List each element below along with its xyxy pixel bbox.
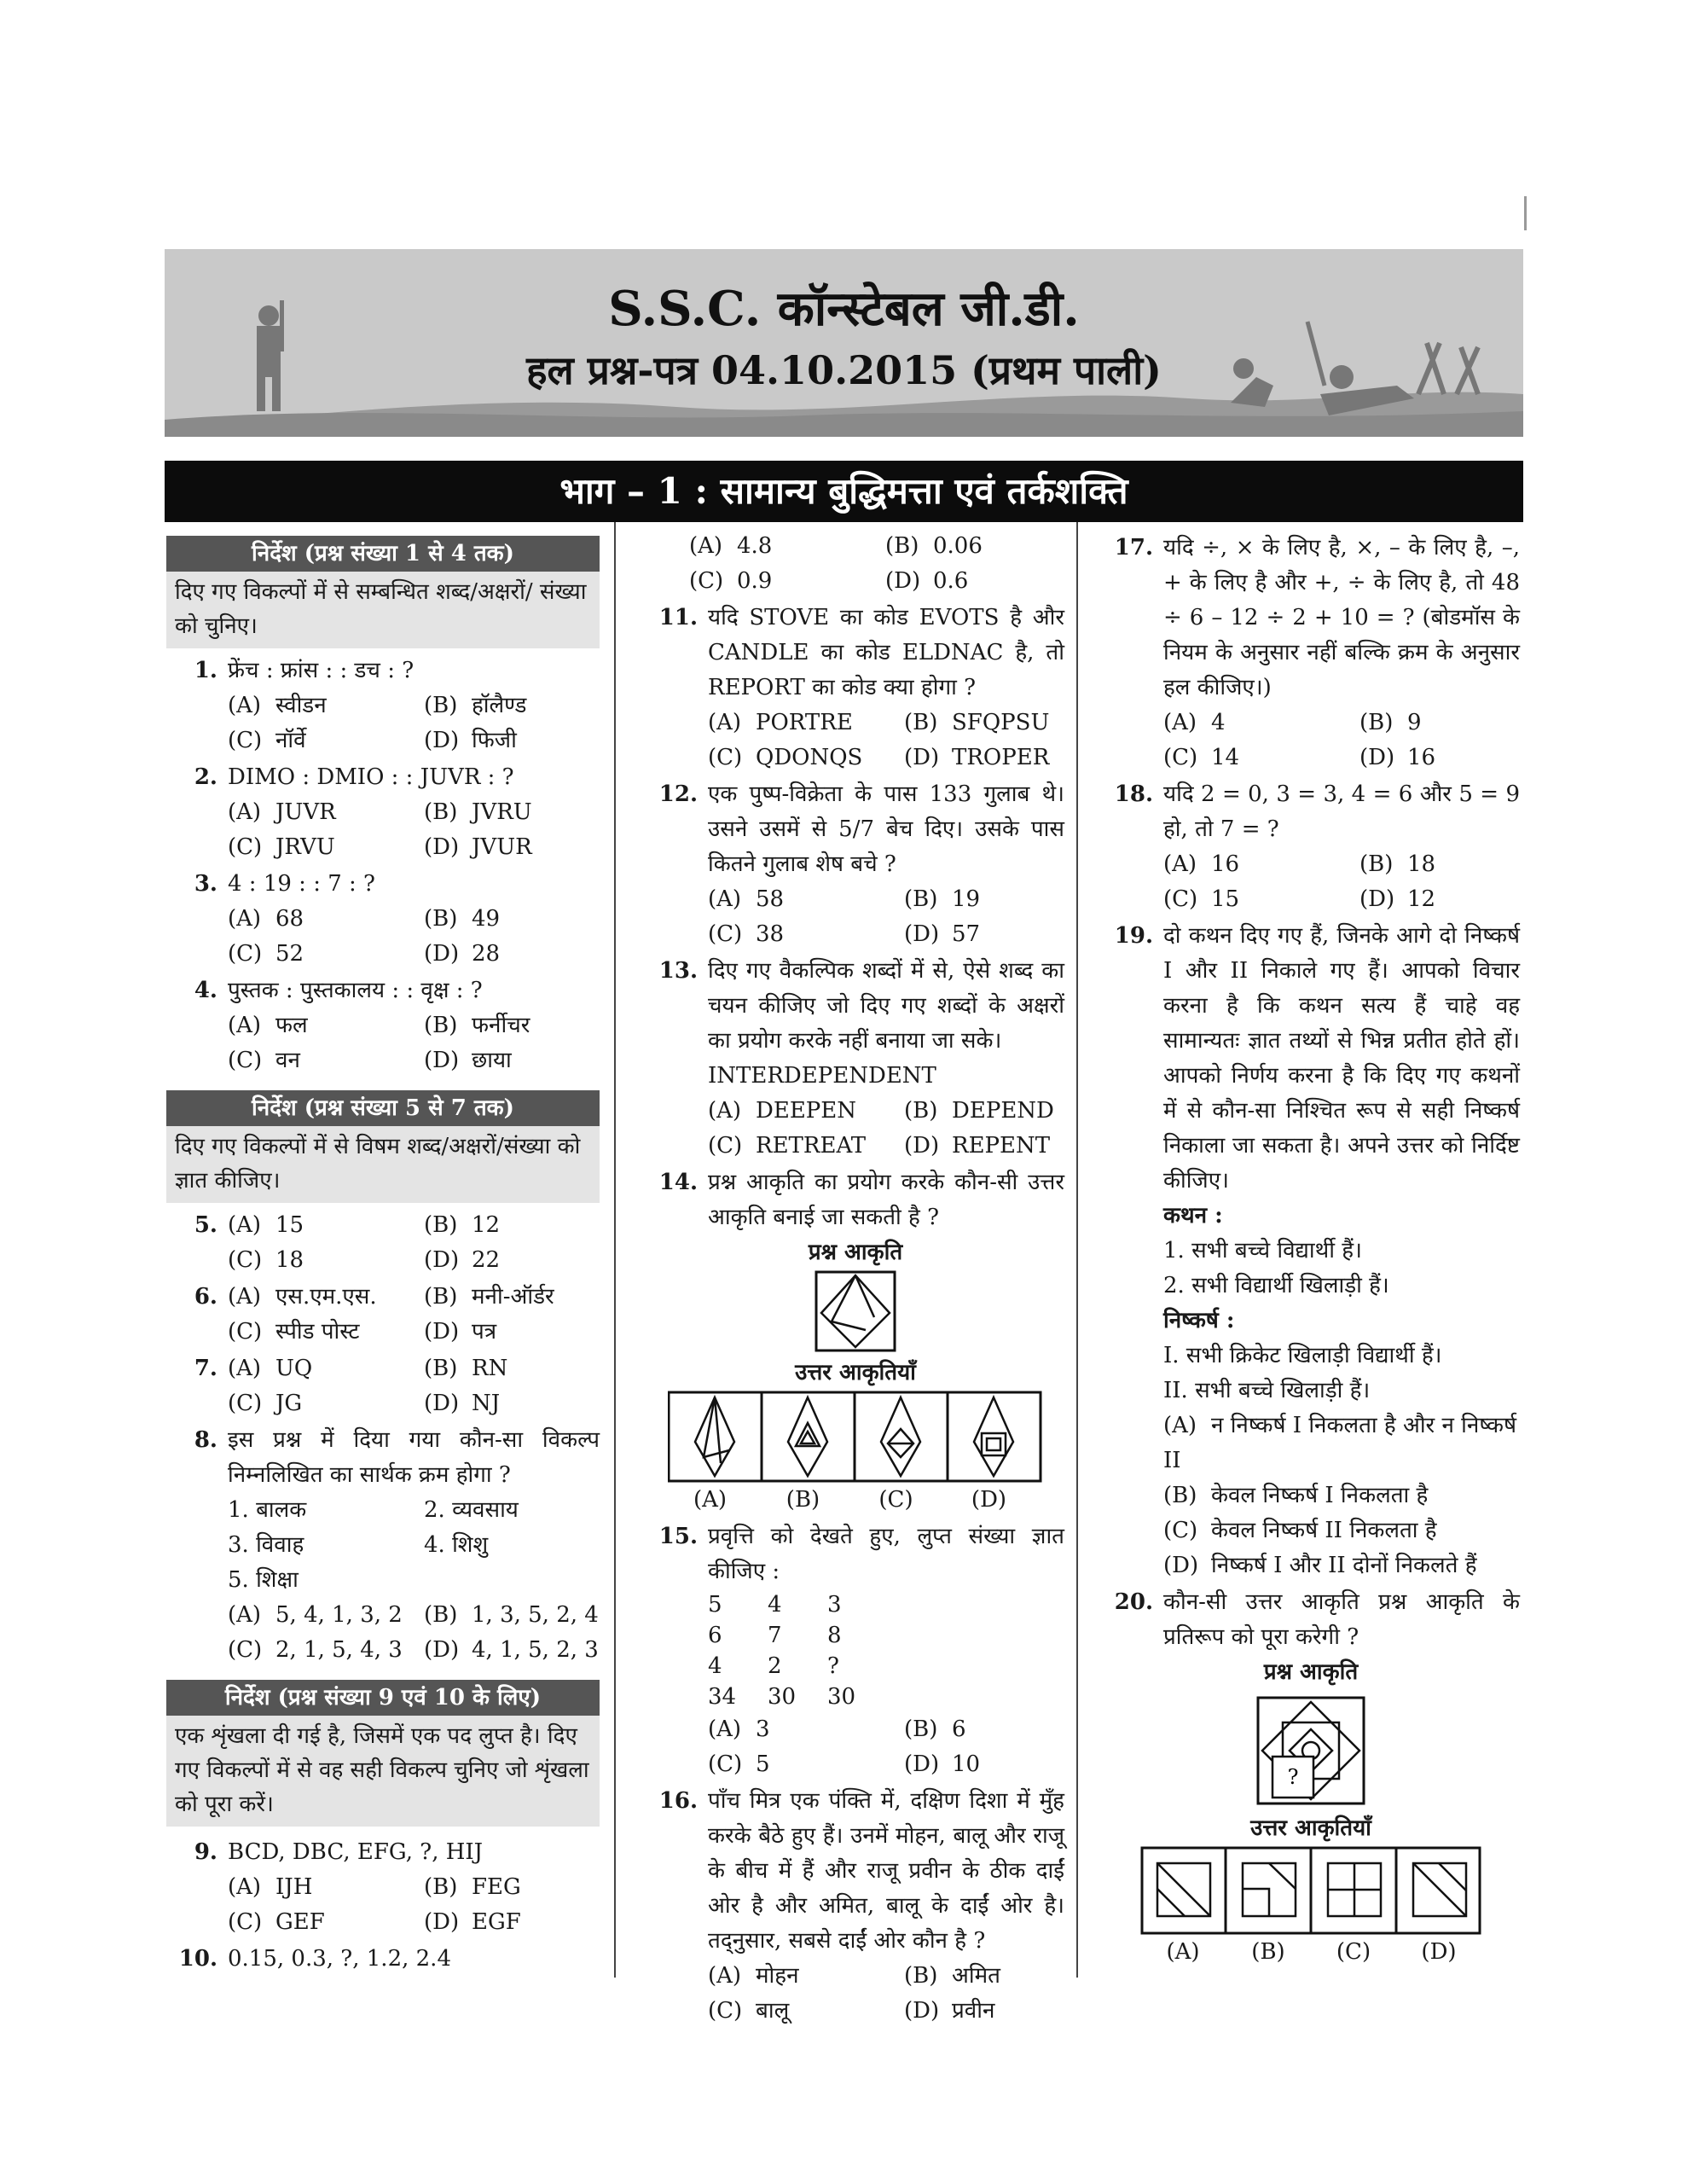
direction-heading: निर्देश (प्रश्न संख्या 9 एवं 10 के लिए): [166, 1680, 600, 1716]
option[interactable]: (C) 52: [228, 941, 304, 967]
question-text: दिए गए वैकल्पिक शब्दों में से, ऐसे शब्द का चयन कीजिए जो दिए गए शब्दों के अक्षरों का प्रयोग करके नहीं बनाया जा सके।: [708, 958, 1064, 1054]
figure-caption: उत्तर आकृतियाँ: [795, 1360, 916, 1385]
figure-caption: उत्तर आकृतियाँ: [1250, 1815, 1371, 1841]
direction-heading: निर्देश (प्रश्न संख्या 5 से 7 तक): [166, 1090, 600, 1126]
question-number: 2.: [194, 764, 217, 790]
option[interactable]: (B) 0.06: [885, 533, 983, 559]
question: [166, 1351, 600, 1421]
list-item: 2. व्यवसाय: [424, 1497, 519, 1523]
question: [1102, 1585, 1520, 1655]
grid-cell: ?: [827, 1653, 839, 1679]
grid-cell: 4: [768, 1592, 782, 1618]
option[interactable]: (A) 16: [1163, 851, 1240, 877]
option[interactable]: (A) IJH: [228, 1874, 313, 1900]
option[interactable]: (C) 14: [1163, 745, 1240, 770]
options: [1163, 847, 1520, 917]
question: [166, 653, 600, 688]
question-number: 4.: [194, 978, 217, 1003]
question-text: दो कथन दिए गए हैं, जिनके आगे दो निष्कर्ष I और II निकाले गए हैं। आपको विचार करना है कि कथन सत्य हैं चाहे वह सामान्यतः ज्ञात तथ्यों से भिन्न प्रतीत होते हों। आपको निर्णय करना है कि दिए गए कथनों में से कौन-सा निश्चित रूप से सही निष्कर्ष निकाला जा सकता है। अपने उत्तर को निर्दिष्ट कीजिए।: [1163, 923, 1520, 1194]
question: [646, 777, 1064, 882]
option[interactable]: (C) 15: [1163, 886, 1240, 912]
option[interactable]: (A) 4: [1163, 710, 1226, 735]
option[interactable]: (B) मनी-ऑर्डर: [424, 1284, 554, 1310]
page-subtitle: हल प्रश्न-पत्र 04.10.2015 (प्रथम पाली): [526, 347, 1162, 393]
answer-figures: [1102, 1846, 1520, 1935]
conclusion: I. सभी क्रिकेट खिलाड़ी विद्यार्थी हैं।: [1163, 1343, 1442, 1368]
options: [228, 902, 600, 972]
question: [646, 1519, 1064, 1589]
pattern-figure-icon: [1255, 1695, 1366, 1806]
question: [166, 1280, 600, 1350]
question-number: 16.: [658, 1788, 698, 1814]
option[interactable]: (B) 18: [1359, 851, 1436, 877]
question-number: 20.: [1114, 1589, 1153, 1615]
question-text: इस प्रश्न में दिया गया कौन-सा विकल्प निम्नलिखित का सार्थक क्रम होगा ?: [228, 1427, 600, 1488]
option[interactable]: (D) छाया: [424, 1048, 512, 1073]
page-title: S.S.C. कॉन्स्टेबल जी.डी.: [608, 281, 1080, 337]
statement: 1. सभी बच्चे विद्यार्थी हैं।: [1163, 1238, 1362, 1263]
missing-piece-mark: ?: [1287, 1765, 1299, 1789]
grid-cell: 34: [708, 1684, 737, 1710]
option[interactable]: (B) केवल निष्कर्ष I निकलता है: [1163, 1483, 1429, 1508]
column-3: [1102, 529, 1520, 1970]
option[interactable]: (A) DEEPEN: [708, 1098, 857, 1124]
question-text: एक पुष्प-विक्रेता के पास 133 गुलाब थे। उसने उसमें से 5/7 बेच दिए। उसके पास कितने गुलाब शेष बचे ?: [708, 781, 1064, 877]
option[interactable]: (B) 6: [904, 1716, 966, 1742]
answer-figure-labels: (A) (B) (C) (D): [1166, 1939, 1457, 1965]
option[interactable]: (C) 18: [228, 1247, 304, 1273]
option[interactable]: (B) FEG: [424, 1874, 521, 1900]
question-number: 7.: [194, 1356, 217, 1381]
option[interactable]: (C) स्पीड पोस्ट: [228, 1319, 360, 1345]
option[interactable]: (B) DEPEND: [904, 1098, 1054, 1124]
question: [166, 1942, 600, 1977]
options: [689, 529, 1064, 599]
question-text: प्रवृत्ति को देखते हुए, लुप्त संख्या ज्ञात कीजिए :: [708, 1524, 1064, 1584]
part-title: भाग – 1 : सामान्य बुद्धिमत्ता एवं तर्कशक्ति: [165, 461, 1523, 522]
option[interactable]: (B) अमित: [904, 1963, 1000, 1989]
option[interactable]: (D) 12: [1359, 886, 1436, 912]
grid-cell: 6: [708, 1623, 722, 1648]
option[interactable]: (D) TROPER: [904, 745, 1050, 770]
options: [228, 1870, 600, 1940]
statement: 2. सभी विद्यार्थी खिलाड़ी हैं।: [1163, 1273, 1389, 1298]
options: [708, 706, 1064, 775]
question-text: प्रश्न आकृति का प्रयोग करके कौन-सी उत्तर आकृति बनाई जा सकती है ?: [708, 1170, 1064, 1230]
options: [708, 882, 1064, 952]
option[interactable]: (C) बालू: [708, 1998, 790, 2024]
question-text: यदि ÷, × के लिए है, ×, – के लिए है, –, + के लिए है और +, ÷ के लिए है, तो 48 ÷ 6 – 12 ÷ 2 + 10 = ? (बोडमॉस के नियम के अनुसार नहीं बल्कि क्रम के अनुसार हल कीजिए।): [1163, 535, 1520, 700]
kite-figure-icon: [815, 1270, 896, 1352]
option[interactable]: (A) स्वीडन: [228, 693, 327, 718]
option[interactable]: (D) REPENT: [904, 1133, 1051, 1159]
option[interactable]: (C) केवल निष्कर्ष II निकलता है: [1163, 1518, 1437, 1543]
question-text: पुस्तक : पुस्तकालय : : वृक्ष : ?: [228, 978, 483, 1003]
grid-cell: 2: [768, 1653, 782, 1679]
question-text: BCD, DBC, EFG, ?, HIJ: [228, 1839, 484, 1865]
question-text: यदि 2 = 0, 3 = 3, 4 = 6 और 5 = 9 हो, तो 7 = ?: [1163, 781, 1520, 842]
margin-mark: [1524, 196, 1527, 230]
option[interactable]: (A) PORTRE: [708, 710, 853, 735]
option[interactable]: (D) 22: [424, 1247, 501, 1273]
question-number: 3.: [194, 871, 217, 897]
question-text: 4 : 19 : : 7 : ?: [228, 871, 375, 897]
option[interactable]: (C) JRVU: [228, 834, 335, 860]
question: [166, 760, 600, 795]
grid-cell: 7: [768, 1623, 782, 1648]
question-number: 13.: [658, 958, 698, 984]
option[interactable]: (C) 5: [708, 1751, 770, 1777]
question: [1102, 777, 1520, 847]
option[interactable]: (D) प्रवीन: [904, 1998, 995, 2024]
option[interactable]: (C) वन: [228, 1048, 300, 1073]
option[interactable]: (B) फर्नीचर: [424, 1013, 530, 1038]
option[interactable]: (B) 1, 3, 5, 2, 4: [424, 1602, 599, 1628]
direction-text: दिए गए विकल्पों में से सम्बन्धित शब्द/अक्षरों/ संख्या को चुनिए।: [166, 572, 600, 648]
column-1: [166, 529, 600, 1977]
question: [166, 973, 600, 1008]
option[interactable]: (A) JUVR: [228, 799, 336, 825]
question-number: 11.: [658, 605, 698, 630]
answer-figures: [646, 1391, 1064, 1483]
list-item: 3. विवाह: [228, 1532, 304, 1558]
conclusion: II. सभी बच्चे खिलाड़ी हैं।: [1163, 1378, 1371, 1403]
option[interactable]: (B) 12: [424, 1212, 501, 1238]
question-number: 14.: [658, 1170, 698, 1195]
question-number: 9.: [194, 1839, 217, 1865]
question: [646, 1784, 1064, 1959]
question: [166, 1835, 600, 1870]
option[interactable]: (C) नॉर्वे: [228, 728, 306, 753]
question: [166, 867, 600, 902]
option[interactable]: (D) पत्र: [424, 1319, 497, 1345]
option[interactable]: (A) 68: [228, 906, 304, 932]
question: [166, 1423, 600, 1493]
options: [708, 1712, 1064, 1782]
option[interactable]: (D) NJ: [424, 1391, 501, 1416]
option[interactable]: (A) 5, 4, 1, 3, 2: [228, 1602, 403, 1628]
figure-caption: प्रश्न आकृति: [1263, 1659, 1359, 1685]
question-number: 19.: [1114, 923, 1153, 949]
list-item: 1. बालक: [228, 1497, 307, 1523]
option[interactable]: (A) 4.8: [689, 533, 773, 559]
option[interactable]: (D) 57: [904, 921, 981, 947]
option[interactable]: (A) UQ: [228, 1356, 313, 1381]
question: [646, 954, 1064, 1059]
option[interactable]: (B) 19: [904, 886, 981, 912]
options: [228, 795, 600, 865]
question-figure: [646, 1270, 1064, 1352]
question-number: 17.: [1114, 535, 1153, 561]
question-number: 10.: [178, 1946, 217, 1972]
option[interactable]: (D) 16: [1359, 745, 1436, 770]
question: [1102, 531, 1520, 706]
option[interactable]: (C) QDONQS: [708, 745, 863, 770]
option[interactable]: (A) न निष्कर्ष I निकलता है और न निष्कर्ष II: [1163, 1413, 1516, 1473]
option[interactable]: (D) निष्कर्ष I और II दोनों निकलते हैं: [1163, 1553, 1477, 1578]
option[interactable]: (B) JVRU: [424, 799, 532, 825]
options: [708, 1094, 1064, 1164]
question-text: 0.15, 0.3, ?, 1.2, 2.4: [228, 1946, 451, 1972]
question: [646, 1165, 1064, 1235]
option[interactable]: (D) EGF: [424, 1909, 521, 1935]
question-text: यदि STOVE का कोड EVOTS है और CANDLE का कोड ELDNAC है, तो REPORT का कोड क्या होगा ?: [708, 605, 1064, 700]
option[interactable]: (C) 2, 1, 5, 4, 3: [228, 1637, 403, 1663]
options: [228, 1008, 600, 1078]
direction-heading: निर्देश (प्रश्न संख्या 1 से 4 तक): [166, 536, 600, 572]
number-grid: [708, 1589, 1064, 1712]
statement-heading: कथन :: [1163, 1203, 1223, 1228]
grid-cell: 3: [827, 1592, 842, 1618]
question-number: 6.: [194, 1284, 217, 1310]
option[interactable]: (A) मोहन: [708, 1963, 799, 1989]
option[interactable]: (B) SFQPSU: [904, 710, 1050, 735]
column-2: [646, 529, 1064, 2029]
question-number: 8.: [194, 1427, 217, 1453]
answer-figure-labels: (A) (B) (C) (D): [693, 1487, 1007, 1513]
options: [1163, 706, 1520, 775]
question-text: DIMO : DMIO : : JUVR : ?: [228, 764, 514, 790]
option[interactable]: (A) 58: [708, 886, 785, 912]
option[interactable]: (D) JVUR: [424, 834, 532, 860]
option[interactable]: (B) RN: [424, 1356, 508, 1381]
option[interactable]: (C) JG: [228, 1391, 303, 1416]
option[interactable]: (C) GEF: [228, 1909, 325, 1935]
header-banner: [165, 249, 1523, 437]
option[interactable]: (B) हॉलैण्ड: [424, 693, 527, 718]
conclusion-heading: निष्कर्ष :: [1163, 1308, 1235, 1333]
option[interactable]: (B) 9: [1359, 710, 1422, 735]
option[interactable]: (A) फल: [228, 1013, 308, 1038]
list-item: 5. शिक्षा: [228, 1567, 299, 1593]
list-item: 4. शिशु: [424, 1532, 489, 1558]
option[interactable]: (A) एस.एम.एस.: [228, 1284, 377, 1310]
grid-cell: 30: [827, 1684, 856, 1710]
question-number: 5.: [194, 1212, 217, 1238]
question-text: कौन-सी उत्तर आकृति प्रश्न आकृति के प्रतिरूप को पूरा करेगी ?: [1163, 1589, 1520, 1650]
question-figure: [1102, 1695, 1520, 1806]
given-word: INTERDEPENDENT: [708, 1063, 936, 1089]
answer-figures-icon[interactable]: [1140, 1846, 1481, 1935]
option[interactable]: (C) 38: [708, 921, 785, 947]
question-number: 12.: [658, 781, 698, 807]
options: [708, 1959, 1064, 2029]
grid-cell: 8: [827, 1623, 842, 1648]
option[interactable]: (D) 0.6: [885, 568, 969, 594]
question-number: 18.: [1114, 781, 1153, 807]
question: [646, 601, 1064, 706]
question-text: पाँच मित्र एक पंक्ति में, दक्षिण दिशा में मुँह करके बैठे हुए हैं। उनमें मोहन, बालू और राजू के बीच में हैं और राजू प्रवीन के ठीक दाईं ओर है और अमित, बालू के दाईं ओर है। तद्नुसार, सबसे दाईं ओर कौन है ?: [708, 1788, 1064, 1954]
options: [228, 688, 600, 758]
question: [1102, 919, 1520, 1199]
question: [166, 1208, 600, 1278]
option[interactable]: (A) 3: [708, 1716, 770, 1742]
option[interactable]: (D) 10: [904, 1751, 981, 1777]
question-text: फ्रेंच : फ्रांस : : डच : ?: [228, 658, 415, 683]
answer-figures-icon[interactable]: [668, 1391, 1043, 1483]
option[interactable]: (B) 49: [424, 906, 501, 932]
option[interactable]: (D) 28: [424, 941, 501, 967]
direction-text: एक शृंखला दी गई है, जिसमें एक पद लुप्त है। दिए गए विकल्पों में से वह सही विकल्प चुनिए जो शृंखला को पूरा करें।: [166, 1716, 600, 1827]
sequence-items: [228, 1493, 600, 1598]
option[interactable]: (D) 4, 1, 5, 2, 3: [424, 1637, 599, 1663]
direction-text: दिए गए विकल्पों में से विषम शब्द/अक्षरों/संख्या को ज्ञात कीजिए।: [166, 1126, 600, 1203]
figure-caption: प्रश्न आकृति: [808, 1240, 903, 1265]
grid-cell: 30: [768, 1684, 797, 1710]
option[interactable]: (A) 15: [228, 1212, 304, 1238]
option[interactable]: (C) RETREAT: [708, 1133, 867, 1159]
options: [228, 1598, 600, 1668]
grid-cell: 5: [708, 1592, 722, 1618]
option[interactable]: (D) फिजी: [424, 728, 517, 753]
question-number: 15.: [658, 1524, 698, 1549]
option[interactable]: (C) 0.9: [689, 568, 773, 594]
question-number: 1.: [194, 658, 217, 683]
grid-cell: 4: [708, 1653, 722, 1679]
